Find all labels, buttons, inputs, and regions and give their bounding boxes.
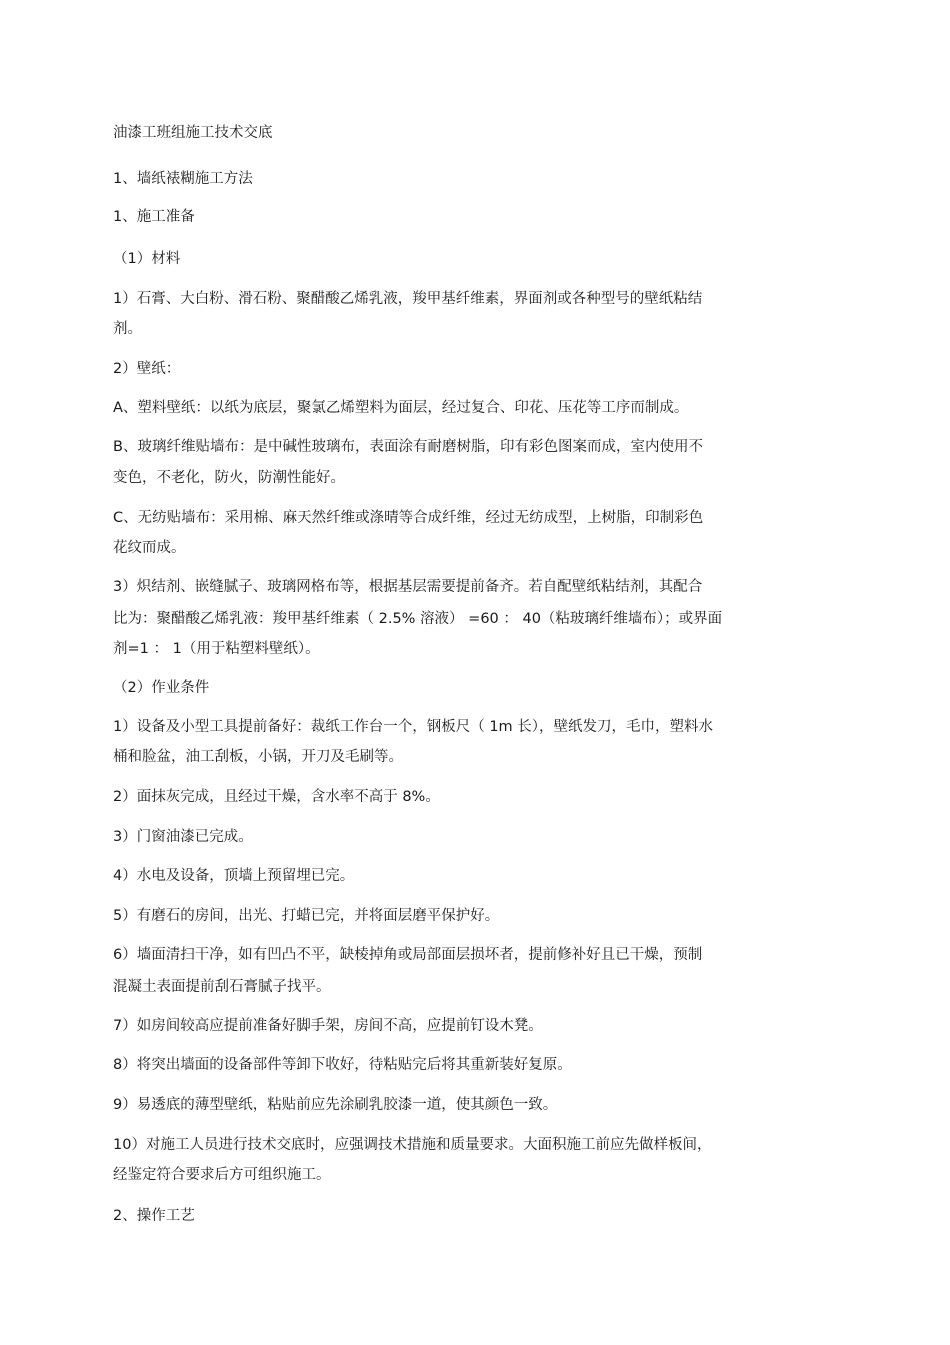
paragraph-line: 2）面抹灰完成，且经过干燥，含水率不高于 8%。	[113, 789, 440, 805]
paragraph-line: 桶和脸盆，油工刮板，小锅，开刀及毛刷等。	[113, 749, 403, 765]
paragraph-line: 剂。	[113, 321, 142, 337]
paragraph-line: 2）壁纸：	[113, 361, 181, 377]
heading-work-conditions: （2）作业条件	[113, 680, 210, 696]
paragraph-line: 经鉴定符合要求后方可组织施工。	[113, 1167, 331, 1183]
paragraph-line: 花纹而成。	[113, 540, 186, 556]
paragraph-line: 8）将突出墙面的设备部件等卸下收好，待粘贴完后将其重新装好复原。	[113, 1057, 572, 1073]
heading-operation-process: 2、操作工艺	[113, 1208, 195, 1224]
document-title: 油漆工班组施工技术交底	[113, 125, 273, 141]
heading-construction-prep: 1、施工准备	[113, 209, 195, 225]
paragraph-line: 4）水电及设备，顶墙上预留埋已完。	[113, 868, 355, 884]
paragraph-line: 9）易透底的薄型壁纸，粘贴前应先涂刷乳胶漆一道，使其颜色一致。	[113, 1097, 558, 1113]
heading-materials: （1）材料	[113, 251, 181, 267]
paragraph-line: A、塑料壁纸：以纸为底层，聚氯乙烯塑料为面层，经过复合、印花、压花等工序而制成。	[113, 400, 689, 416]
paragraph-line: 1）设备及小型工具提前备好：裁纸工作台一个，钢板尺（ 1m 长），壁纸发刀，毛巾，塑料水	[113, 719, 714, 735]
paragraph-line: 6）墙面清扫干净，如有凹凸不平，缺棱掉角或局部面层损坏者，提前修补好且已干燥，预制	[113, 947, 703, 963]
paragraph-line: 5）有磨石的房间，出光、打蜡已完，并将面层磨平保护好。	[113, 908, 500, 924]
paragraph-line: 1）石膏、大白粉、滑石粉、聚醋酸乙烯乳液，羧甲基纤维素，界面剂或各种型号的壁纸粘结	[113, 291, 703, 307]
paragraph-line: C、无纺贴墙布：采用棉、麻天然纤维或涤晴等合成纤维，经过无纺成型，上树脂，印制彩色	[113, 510, 704, 526]
paragraph-line: 7）如房间较高应提前准备好脚手架，房间不高，应提前钉设木凳。	[113, 1018, 543, 1034]
paragraph-line: 3）门窗油漆已完成。	[113, 829, 253, 845]
paragraph-line: 3）炽结剂、嵌缝腻子、玻璃网格布等，根据基层需要提前备齐。若自配壁纸粘结剂，其配合	[113, 579, 703, 595]
paragraph-line: 10）对施工人员进行技术交底时，应强调技术措施和质量要求。大面积施工前应先做样板间，	[113, 1137, 712, 1153]
heading-wallpaper-method: 1、墙纸裱糊施工方法	[113, 171, 253, 187]
paragraph-line: 剂=1 ： 1（用于粘塑料壁纸）。	[113, 641, 320, 657]
paragraph-line: B、玻璃纤维贴墙布：是中碱性玻璃布，表面涂有耐磨树脂，印有彩色图案而成，室内使用不	[113, 439, 703, 455]
paragraph-line: 变色，不老化，防火，防潮性能好。	[113, 470, 345, 486]
paragraph-line: 比为：聚醋酸乙烯乳液：羧甲基纤维素（ 2.5% 溶液） =60 ： 40（粘玻璃纤维墙布）；或界面	[113, 611, 723, 627]
paragraph-line: 混凝土表面提前刮石膏腻子找平。	[113, 979, 331, 995]
